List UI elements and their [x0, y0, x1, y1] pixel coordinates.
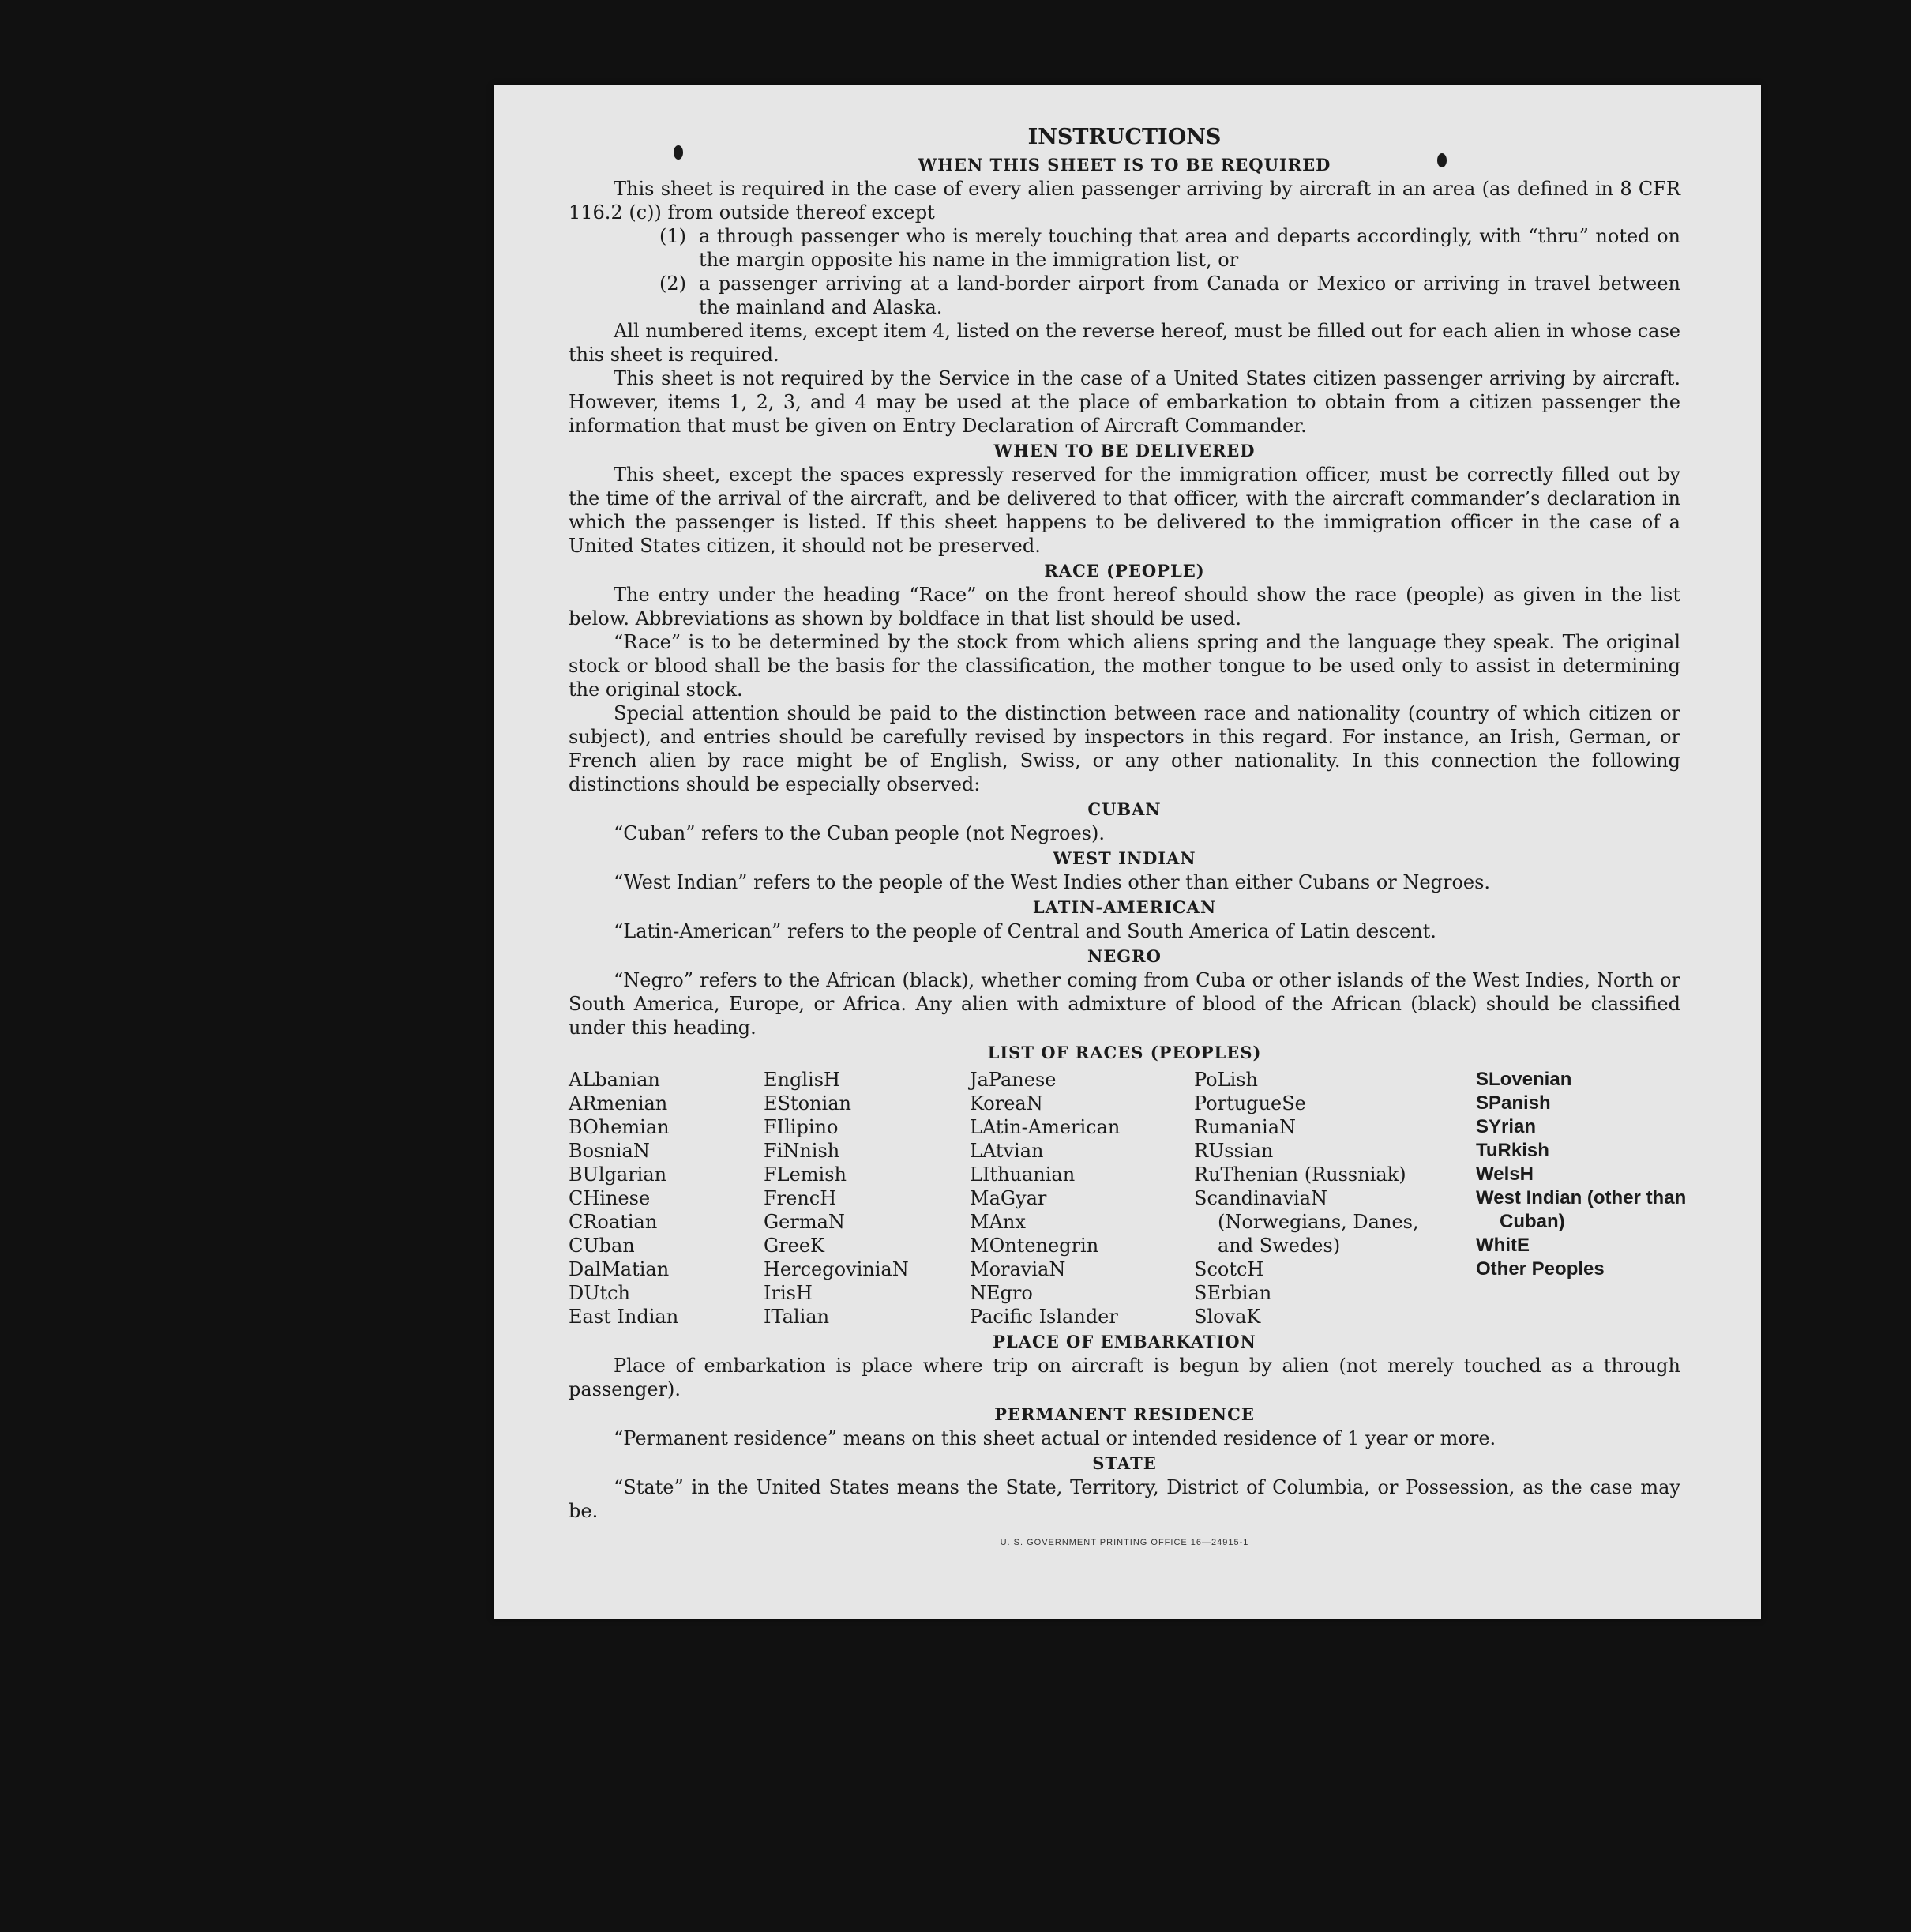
- race-item: GreeK: [764, 1235, 824, 1257]
- race-item: IrisH: [764, 1282, 813, 1304]
- race-item: ITalian: [764, 1306, 830, 1328]
- item-number: (1): [659, 225, 686, 247]
- race-item: BosniaN: [569, 1140, 650, 1162]
- race-item: EStonian: [764, 1092, 851, 1114]
- race-item: BUlgarian: [569, 1163, 667, 1186]
- heading-negro: NEGRO: [1087, 946, 1162, 966]
- list-item: [569, 272, 1680, 319]
- race-item: FIlipino: [764, 1116, 839, 1138]
- race-paragraph-3: Special attention should be paid to the distinction between race and nationality (country of which citizen or subject), and entries should be carefully revised by inspectors in this regard. For instance, an Irish, German, or French alien by race might be of English, Swiss, or any other nationality. In this connection the following distinctions should be especially observed:: [569, 702, 1680, 795]
- race-item: BOhemian: [569, 1116, 670, 1138]
- heading-cuban: CUBAN: [1087, 799, 1162, 819]
- race-item: East Indian: [569, 1306, 679, 1328]
- document-sheet: [494, 85, 1761, 1619]
- race-item: MoraviaN: [970, 1258, 1066, 1280]
- race-item: ScotcH: [1194, 1258, 1264, 1280]
- race-item: SErbian: [1194, 1282, 1272, 1304]
- race-item: LAtin-American: [970, 1116, 1121, 1138]
- race-item: ALbanian: [569, 1069, 660, 1091]
- race-item: FrencH: [764, 1187, 837, 1209]
- races-column-5: [1476, 1068, 1687, 1329]
- race-item: SYrian: [1476, 1116, 1537, 1137]
- residence-paragraph: “Permanent residence” means on this sheet actual or intended residence of 1 year or more.: [614, 1427, 1496, 1449]
- race-item: MaGyar: [970, 1187, 1047, 1209]
- list-item: [569, 224, 1680, 272]
- heading-races-list: LIST OF RACES (PEOPLES): [987, 1043, 1262, 1062]
- latin-american-paragraph: “Latin-American” refers to the people of Central and South America of Latin descent.: [614, 920, 1436, 942]
- race-item: Pacific Islander: [970, 1306, 1118, 1328]
- heading-west-indian: WEST INDIAN: [1053, 848, 1196, 868]
- heading-delivered: WHEN TO BE DELIVERED: [993, 441, 1256, 460]
- instructions-content: [569, 123, 1687, 1554]
- races-column-3: [970, 1068, 1194, 1329]
- race-item: CRoatian: [569, 1211, 658, 1233]
- heading-latin-american: LATIN-AMERICAN: [1032, 897, 1217, 917]
- race-item: RuThenian (Russniak): [1194, 1163, 1406, 1186]
- item-text: a passenger arriving at a land-border airport from Canada or Mexico or arriving in travel between the mainland and Alaska.: [699, 273, 1680, 318]
- race-item: GermaN: [764, 1211, 845, 1233]
- race-item: WelsH: [1476, 1163, 1534, 1185]
- state-paragraph: “State” in the United States means the State, Territory, District of Columbia, or Possession, as the case may be.: [569, 1476, 1680, 1522]
- citizen-paragraph: This sheet is not required by the Service in the case of a United States citizen passenger arriving by aircraft. However, items 1, 2, 3, and 4 may be used at the place of embarkation to obtain from a citizen passenger the information that must be given on Entry Declaration of Aircraft Commander.: [569, 367, 1680, 437]
- race-item: TuRkish: [1476, 1140, 1549, 1161]
- races-column-2: [764, 1068, 970, 1329]
- race-item: RUssian: [1194, 1140, 1274, 1162]
- negro-paragraph: “Negro” refers to the African (black), whether coming from Cuba or other islands of the West Indies, North or South America, Europe, or Africa. Any alien with admixture of blood of the African (black) should be classified under this heading.: [569, 969, 1680, 1039]
- cuban-paragraph: “Cuban” refers to the Cuban people (not Negroes).: [614, 822, 1105, 844]
- race-item: HercegoviniaN: [764, 1258, 909, 1280]
- race-item: JaPanese: [970, 1069, 1057, 1091]
- race-item: CUban: [569, 1235, 635, 1257]
- numbered-items-paragraph: All numbered items, except item 4, listed on the reverse hereof, must be filled out for each alien in whose case this sheet is required.: [569, 320, 1680, 366]
- heading-required: WHEN THIS SHEET IS TO BE REQUIRED: [918, 155, 1331, 175]
- embarkation-paragraph: Place of embarkation is place where trip on aircraft is begun by alien (not merely touched as a through passenger).: [569, 1355, 1680, 1400]
- race-item: PoLish: [1194, 1069, 1259, 1091]
- race-item: ARmenian: [569, 1092, 668, 1114]
- delivered-paragraph: This sheet, except the spaces expressly reserved for the immigration officer, must be correctly filled out by the time of the arrival of the aircraft, and be delivered to that officer, with the aircraft commander’s declaration in which the passenger is listed. If this sheet happens to be delivered to the immigration officer in the case of a United States citizen, it should not be preserved.: [569, 464, 1680, 557]
- race-item: PortugueSe: [1194, 1092, 1306, 1114]
- race-item: FLemish: [764, 1163, 847, 1186]
- race-item: FiNnish: [764, 1140, 840, 1162]
- heading-race: RACE (PEOPLE): [1044, 561, 1205, 581]
- race-item: CHinese: [569, 1187, 651, 1209]
- races-column-4: [1194, 1068, 1476, 1329]
- heading-state: STATE: [1092, 1453, 1157, 1473]
- race-item: WhitE: [1476, 1235, 1530, 1256]
- race-item: MAnx: [970, 1211, 1026, 1233]
- race-item: EnglisH: [764, 1069, 840, 1091]
- race-item: West Indian (other than Cuban): [1476, 1187, 1687, 1232]
- race-item: RumaniaN: [1194, 1116, 1297, 1138]
- race-item: SPanish: [1476, 1092, 1551, 1114]
- race-item: SLovenian: [1476, 1069, 1572, 1090]
- race-item: DUtch: [569, 1282, 631, 1304]
- page-title: INSTRUCTIONS: [1027, 125, 1222, 149]
- race-item: LIthuanian: [970, 1163, 1076, 1186]
- item-number: (2): [659, 273, 686, 295]
- heading-permanent-residence: PERMANENT RESIDENCE: [994, 1404, 1255, 1424]
- west-indian-paragraph: “West Indian” refers to the people of the West Indies other than either Cubans or Negroes.: [614, 871, 1491, 893]
- races-table: [569, 1068, 1687, 1329]
- item-text: a through passenger who is merely touching that area and departs accordingly, with “thru” noted on the margin opposite his name in the immigration list, or: [699, 225, 1680, 271]
- required-intro: This sheet is required in the case of every alien passenger arriving by aircraft in an area (as defined in 8 CFR 116.2 (c)) from outside thereof except: [569, 178, 1680, 224]
- race-item: NEgro: [970, 1282, 1033, 1304]
- race-item: KoreaN: [970, 1092, 1043, 1114]
- race-paragraph-1: The entry under the heading “Race” on the front hereof should show the race (people) as given in the list below. Abbreviations as shown by boldface in that list should be used.: [569, 584, 1680, 630]
- race-item: MOntenegrin: [970, 1235, 1099, 1257]
- printer-imprint: U. S. GOVERNMENT PRINTING OFFICE 16—24915-1: [1000, 1538, 1249, 1547]
- races-column-1: [569, 1068, 764, 1329]
- exception-list: [569, 224, 1680, 319]
- race-item: Other Peoples: [1476, 1258, 1605, 1280]
- race-item: DalMatian: [569, 1258, 670, 1280]
- race-item: ScandinaviaN (Norwegians, Danes, and Swedes): [1194, 1187, 1419, 1257]
- race-item: SlovaK: [1194, 1306, 1261, 1328]
- race-paragraph-2: “Race” is to be determined by the stock from which aliens spring and the language they speak. The original stock or blood shall be the basis for the classification, the mother tongue to be used only to assist in determining the original stock.: [569, 631, 1680, 701]
- heading-embarkation: PLACE OF EMBARKATION: [993, 1332, 1256, 1351]
- race-item: LAtvian: [970, 1140, 1044, 1162]
